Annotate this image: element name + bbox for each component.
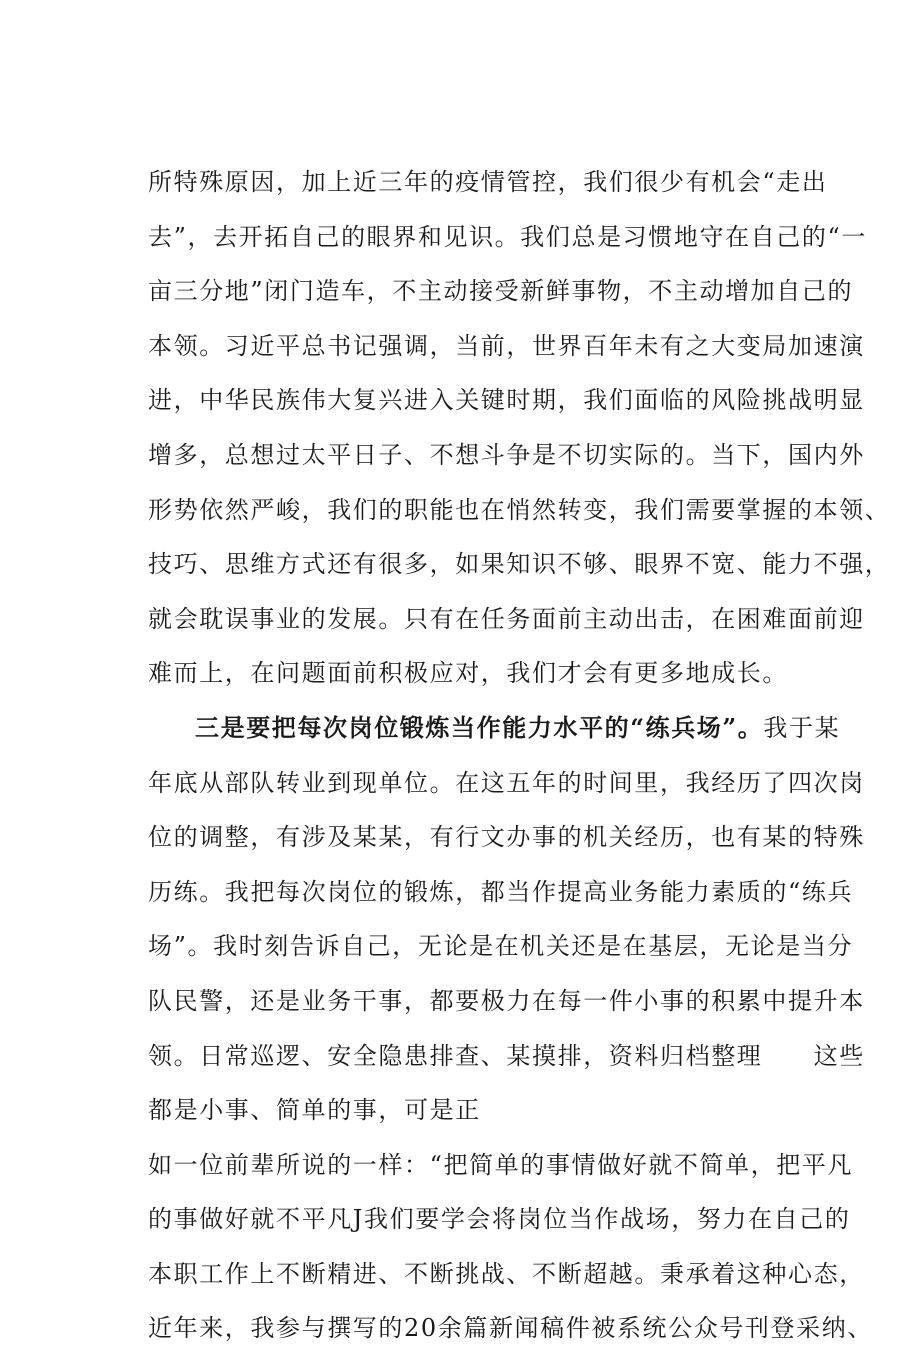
text-line-17: 领。日常巡逻、安全隐患排查、某摸排，资料归档整理 这些 bbox=[148, 1041, 865, 1070]
text-line-9: 就会耽误事业的发展。只有在任务面前主动出击，在困难面前迎 bbox=[148, 604, 865, 633]
text-line-3: 亩三分地”闭门造车，不主动接受新鲜事物，不主动增加自己的 bbox=[148, 277, 854, 306]
text-line-6: 增多，总想过太平日子、不想斗争是不切实际的。当下，国内外 bbox=[148, 440, 865, 469]
text-line-1: 所特殊原因，加上近三年的疫情管控，我们很少有机会“走出 bbox=[148, 168, 828, 196]
text-line-2: 去”，去开拓自己的眼界和见识。我们总是习惯地守在自己的“一 bbox=[148, 222, 867, 251]
text-line-16: 队民警，还是业务干事，都要极力在每一件小事的积累中提升本 bbox=[148, 986, 865, 1015]
text-line-7: 形势依然严峻，我们的职能也在悄然转变，我们需要掌握的本领、 bbox=[148, 495, 891, 524]
text-line-15: 场”。我时刻告诉自己，无论是在机关还是在基层，无论是当分 bbox=[148, 932, 854, 961]
section-heading: 三是要把每次岗位锻炼当作能力水平的“练兵场”。 bbox=[195, 712, 764, 742]
section-heading-continuation: 我于某 bbox=[763, 713, 841, 742]
text-line-21: 本职工作上不断精进、不断挑战、不断超越。秉承着这种心态， bbox=[148, 1259, 865, 1288]
section-heading-line bbox=[148, 706, 841, 761]
text-line-12: 年底从部队转业到现单位。在这五年的时间里，我经历了四次岗 bbox=[148, 768, 865, 797]
text-line-4: 本领。习近平总书记强调，当前，世界百年未有之大变局加速演 bbox=[148, 331, 865, 360]
text-line-5: 进，中华民族伟大复兴进入关键时期，我们面临的风险挑战明显 bbox=[148, 386, 865, 415]
document-body bbox=[148, 160, 891, 1361]
text-line-18: 都是小事、简单的事，可是正 bbox=[148, 1096, 481, 1125]
text-line-22: 近年来，我参与撰写的20余篇新闻稿件被系统公众号刊登采纳、 bbox=[148, 1314, 873, 1343]
text-line-14: 历练。我把每次岗位的锻炼，都当作提高业务能力素质的“练兵 bbox=[148, 877, 854, 906]
text-line-10: 难而上，在问题面前积极应对，我们才会有更多地成长。 bbox=[148, 659, 788, 688]
text-line-8: 技巧、思维方式还有很多，如果知识不够、眼界不宽、能力不强， bbox=[148, 550, 891, 579]
text-line-13: 位的调整，有涉及某某，有行文办事的机关经历，也有某的特殊 bbox=[148, 823, 865, 852]
text-line-20: 的事做好就不平凡J我们要学会将岗位当作战场，努力在自己的 bbox=[148, 1205, 851, 1234]
text-line-19: 如一位前辈所说的一样：“把简单的事情做好就不简单，把平凡 bbox=[148, 1150, 854, 1179]
